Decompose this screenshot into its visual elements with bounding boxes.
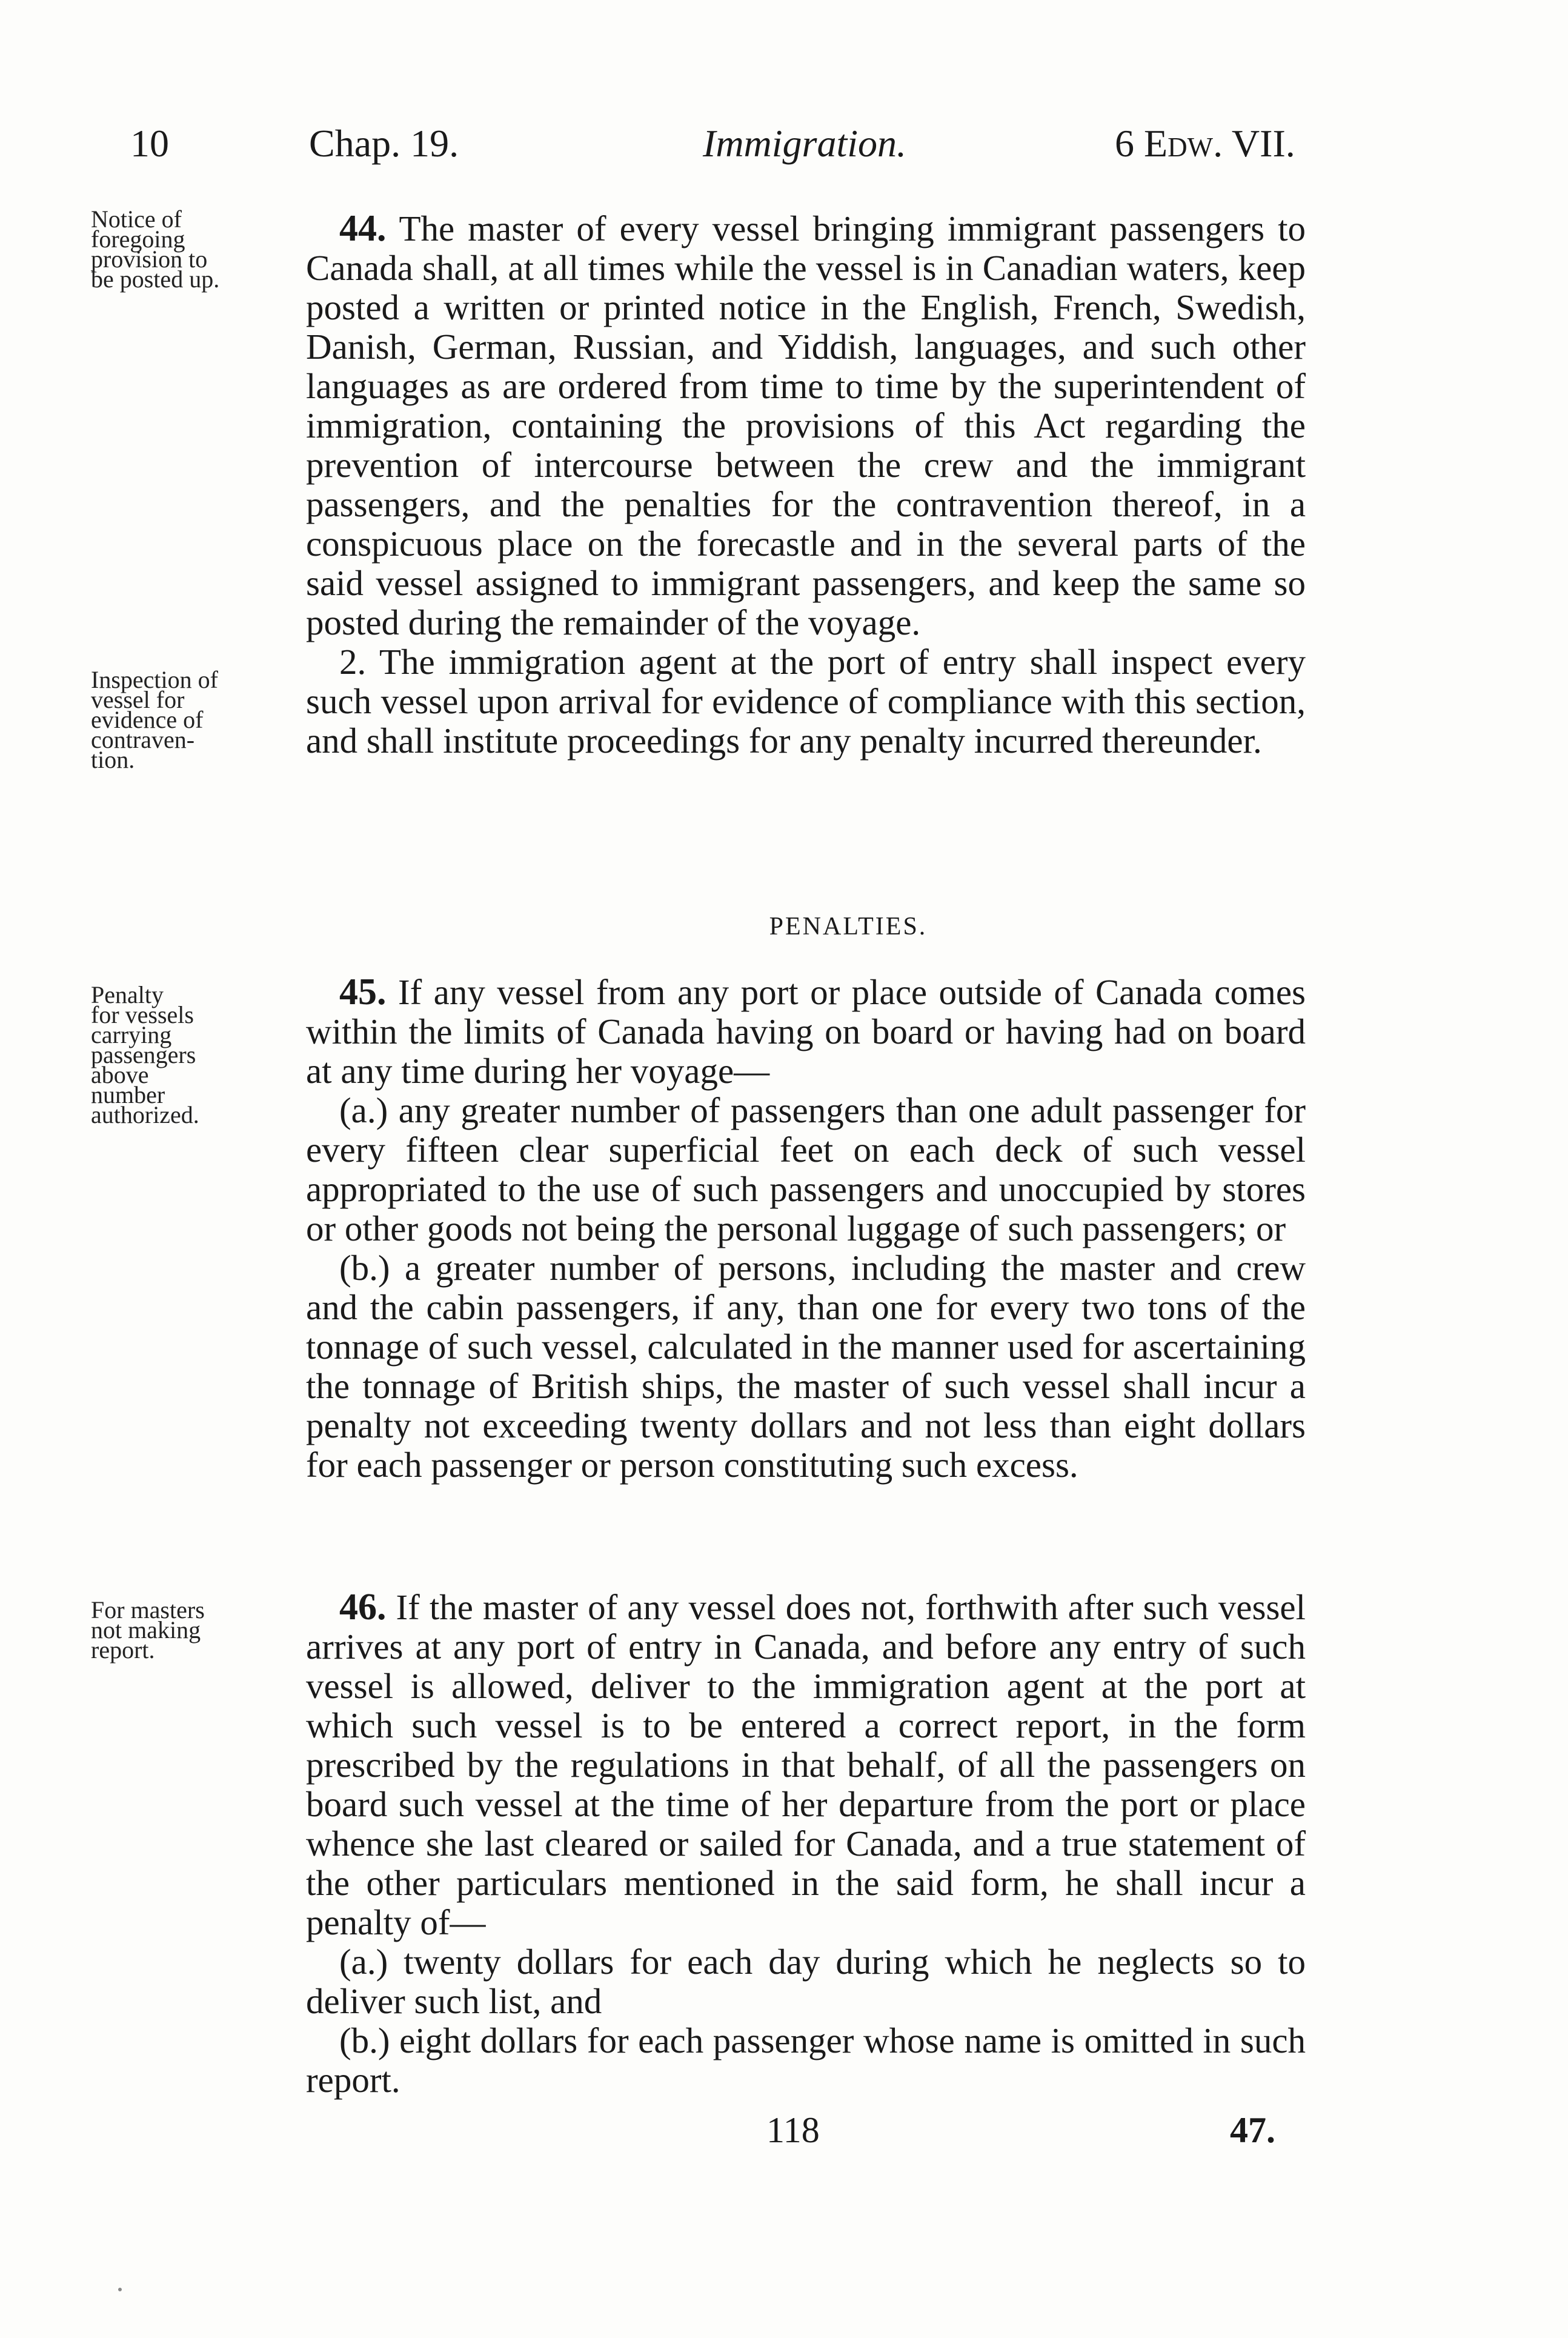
page-reference: 118 xyxy=(766,2110,820,2150)
chapter-label: Chap. 19. xyxy=(309,122,459,165)
section-text: The master of every vessel bringing immigrant passengers to Canada shall, at all times while the vessel is in Canadian waters, keep posted a written or printed notice in the English, French, Swedish, Danish, German, Russian, and Yiddish, languages, and such other languages as are ordered from time to time by the superintendent of immigration, containing the provisions of this Act regarding the prevention of intercourse between the crew and the immigrant passengers, and the penalties for the contravention thereof, in a conspicuous place on the forecastle and in the several parts of the said vessel assigned to immigrant passengers, and keep the same so posted during the remainder of the voyage. xyxy=(306,208,1306,642)
margin-note-45: Penalty for vessels carrying passengers above number authorized. xyxy=(91,981,199,1128)
section-text: If the master of any vessel does not, forthwith after such vessel arrives at any port of entry in Canada, and before any entry of such vessel is allowed, deliver to the immigration agent at the port at which such vessel is to be entered a correct report, in the form prescribed by the regulations in that behalf, of all the passengers on board such vessel at the time of her departure from the port or place whence she last cleared or sailed for Canada, and a true statement of the other particulars mentioned in the said form, he shall incur a penalty of— xyxy=(306,1587,1306,1942)
section-number: 46. xyxy=(339,1587,387,1628)
section-text: If any vessel from any port or place outside of Canada comes within the limits of Canada having on board or having had on board at any time during her voyage— xyxy=(306,972,1306,1091)
margin-note-44-2: Inspection of vessel for evidence of contraven- tion. xyxy=(91,666,218,773)
clause-a: (a.) twenty dollars for each day during which he neglects so to deliver such list, and xyxy=(306,1942,1306,2021)
margin-note-44: Notice of foregoing provision to be posted up. xyxy=(91,205,220,293)
page-number: 10 xyxy=(130,122,169,165)
regnal-year: 6 Edw. VII. xyxy=(1115,122,1295,165)
subsection-2: 2. The immigration agent at the port of entry shall inspect every such vessel upon arrival for evidence of compliance with this section, and shall institute proceedings for any penalty incurred thereunder. xyxy=(306,642,1306,761)
margin-note-46: For masters not making report. xyxy=(91,1596,205,1664)
section-heading: PENALTIES. xyxy=(769,913,928,941)
section-45 xyxy=(306,973,1306,1485)
section-number: 44. xyxy=(339,208,387,249)
running-title: Immigration. xyxy=(703,122,906,165)
section-44 xyxy=(306,209,1306,761)
section-number: 45. xyxy=(339,971,387,1013)
clause-a: (a.) any greater number of passengers than one adult passenger for every fifteen clear superficial feet on each deck of such vessel appropriated to the use of such passengers and unoccupied by stores or other goods not being the personal luggage of such passengers; or xyxy=(306,1090,1306,1248)
clause-b: (b.) eight dollars for each passenger whose name is omitted in such report. xyxy=(306,2020,1306,2100)
catchword: 47. xyxy=(1230,2110,1275,2150)
section-46 xyxy=(306,1588,1306,2100)
clause-b: (b.) a greater number of persons, including the master and crew and the cabin passengers, if any, than one for every two tons of the tonnage of such vessel, calculated in the manner used for ascertaining the tonnage of British ships, the master of such vessel shall incur a penalty not exceeding twenty dollars and not less than eight dollars for each passenger or person constituting such excess. xyxy=(306,1248,1306,1485)
scan-speck xyxy=(118,2288,122,2291)
